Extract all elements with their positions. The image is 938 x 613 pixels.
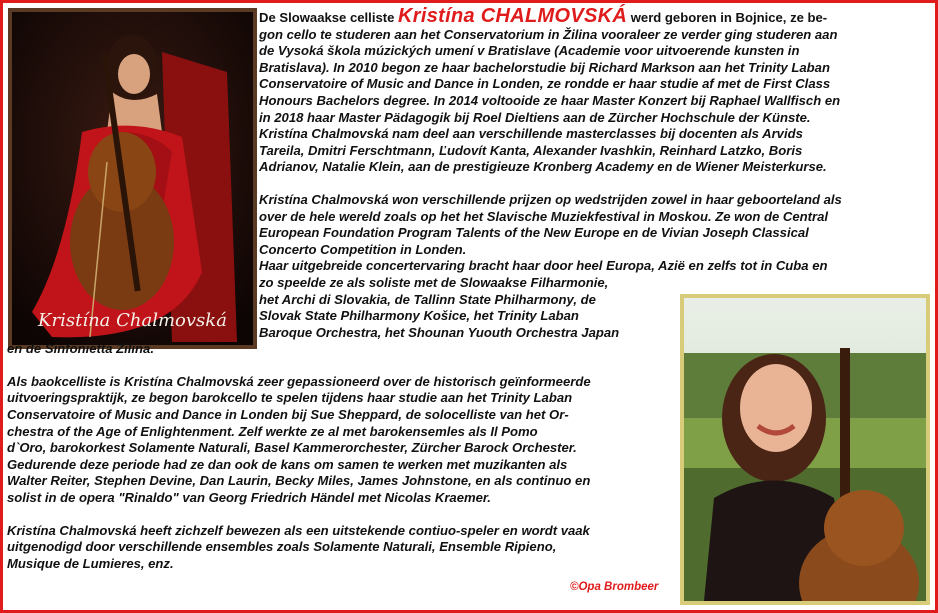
photo-caption: Kristína Chalmovská xyxy=(38,310,227,331)
bio-line: in 2018 haar Master Pädagogik bij Roel Dieltiens aan de Zürcher Hochschule der Künste. xyxy=(259,109,811,125)
bio-line: en de Sinfonietta Žilina. xyxy=(7,341,154,357)
bio-line: Conservatoire of Music and Dance in Londen bij Sue Sheppard, de solocelliste van het Or- xyxy=(7,407,569,423)
bio-line: zo speelde ze als soliste met de Slowaakse Filharmonie, xyxy=(259,274,609,290)
bio-line: uitvoeringspraktijk, ze begon barokcello te spelen tijdens haar studie aan het Trinity Laban xyxy=(7,390,573,406)
bio-line: Gedurende deze periode had ze dan ook de kans om samen te werken met muzikanten als xyxy=(7,456,568,472)
intro-prefix: De Slowaakse celliste xyxy=(259,10,395,25)
bio-line: Kristína Chalmovská heeft zichzelf bewezen als een uitstekende contiuo-speler en wordt vaak xyxy=(7,522,590,538)
bio-line: over de hele wereld zoals op het het Slavische Muziekfestival in Moskou. Ze won de Central xyxy=(259,208,829,224)
bio-line: de Vysoká škola múzických umení v Bratislave (Academie voor uitvoerende kunsten in xyxy=(259,43,800,59)
bio-line: solist in de opera "Rinaldo" van Georg Friedrich Händel met Nicolas Kraemer. xyxy=(7,490,491,506)
bio-line: het Archi di Slovakia, de Tallinn State Philharmony, de xyxy=(259,291,596,307)
bio-line: Haar uitgebreide concertervaring bracht haar door heel Europa, Azië en zelfs tot in Cuba en xyxy=(259,258,828,274)
bio-line: d`Oro, barokorkest Solamente Naturali, Basel Kammerorchester, Zürcher Barock Orchester. xyxy=(7,440,577,456)
bio-line: uitgenodigd door verschillende ensembles zoals Solamente Naturali, Ensemble Ripieno, xyxy=(7,539,557,555)
bio-line: gon cello te studeren aan het Conservatorium in Žilina vooraleer ze verder ging studeren aan xyxy=(259,26,838,42)
bio-line: Kristína Chalmovská nam deel aan verschillende masterclasses bij docenten als Arvids xyxy=(259,126,803,142)
bio-line: Baroque Orchestra, het Shounan Yuouth Orchestra Japan xyxy=(259,324,620,340)
bio-line: Tareila, Dmitri Ferschtmann, Ľudovít Kanta, Alexander Ivashkin, Reinhard Latzko, Boris xyxy=(259,142,803,158)
bio-line-1-end: werd geboren in Bojnice, ze be- xyxy=(630,10,828,25)
bio-line: Honours Bachelors degree. In 2014 voltooide ze haar Master Konzert bij Raphael Wallfisch en xyxy=(259,92,841,108)
bio-line: chestra of the Age of Enlightenment. Zelf werkte ze al met barokensemles als Il Pomo xyxy=(7,423,538,439)
bio-line-1 xyxy=(7,5,919,27)
bio-line: Concerto Competition in Londen. xyxy=(259,241,467,257)
bio-line: Bratislava). In 2010 begon ze haar bachelorstudie bij Richard Markson aan het Trinity Laban xyxy=(259,59,830,75)
bio-line: Slovak State Philharmony Košice, het Trinity Laban xyxy=(259,308,579,324)
copyright-credit: ©Opa Brombeer xyxy=(570,581,659,593)
artist-name: Kristína CHALMOVSKÁ xyxy=(398,5,628,27)
bio-line: Kristína Chalmovská won verschillende prijzen op wedstrijden zowel in haar geboorteland als xyxy=(259,191,842,207)
bio-line: Als baokcelliste is Kristína Chalmovská zeer gepassioneerd over de historisch geïnformeerde xyxy=(7,373,591,389)
bio-line: European Foundation Program Talents of the New Europe en de Vivian Joseph Classical xyxy=(259,225,809,241)
bio-line: Musique de Lumieres, enz. xyxy=(7,555,174,571)
biography-text xyxy=(7,5,919,572)
bio-line: Walter Reiter, Stephen Devine, Dan Laurin, Becky Miles, James Johnstone, en als continuo en xyxy=(7,473,591,489)
bio-line: Conservatoire of Music and Dance in Londen, ze rondde er haar studie af met de First Class xyxy=(259,76,831,92)
bio-line: Adrianov, Natalie Klein, aan de prestigieuze Kronberg Academy en de Wiener Meisterkurse. xyxy=(259,159,827,175)
